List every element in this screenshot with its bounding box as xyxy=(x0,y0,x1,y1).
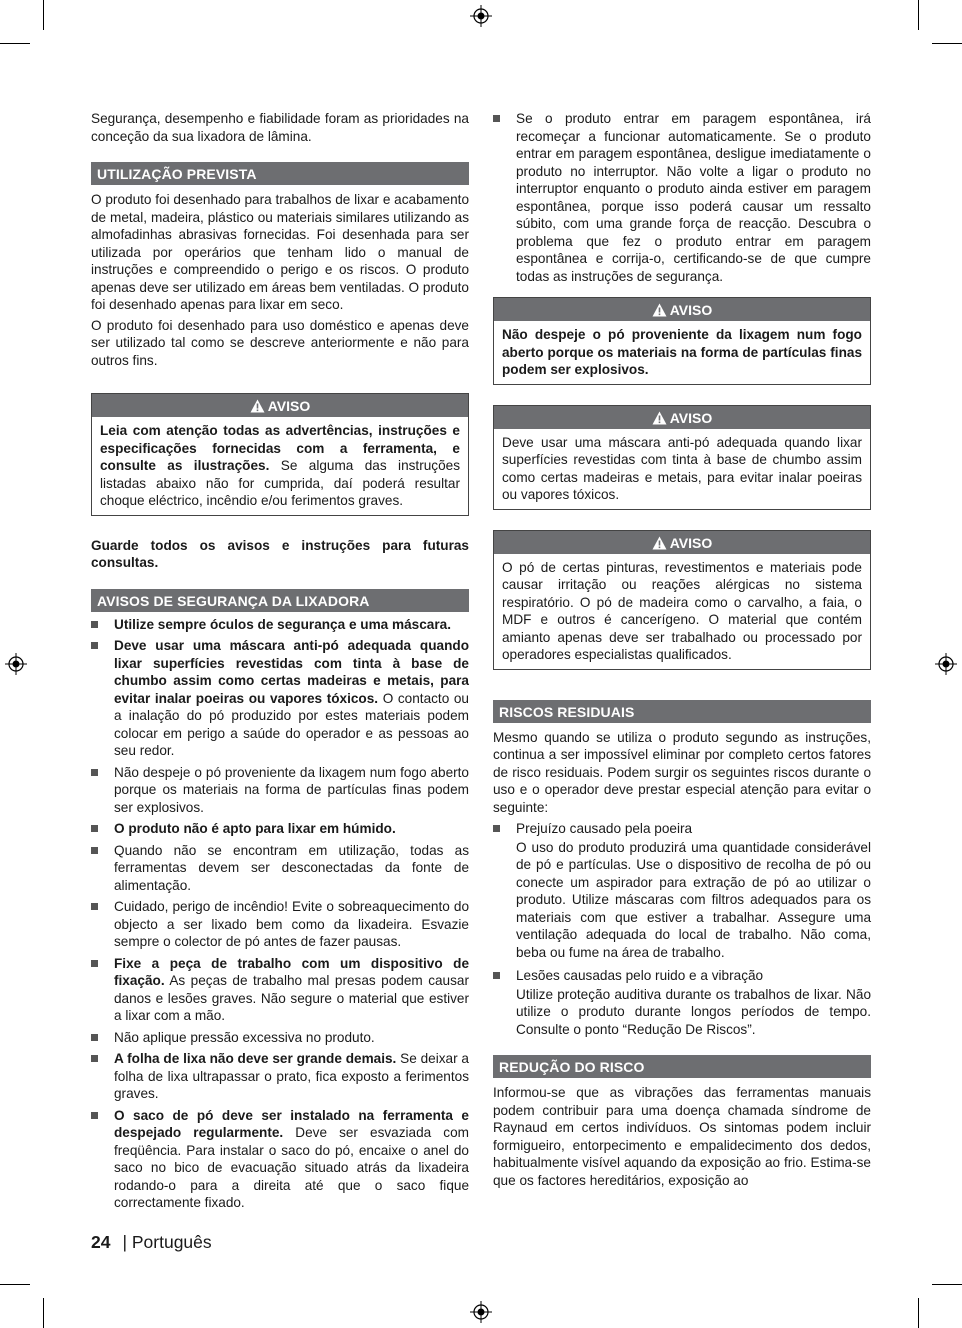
warning-title xyxy=(494,406,870,429)
list-item xyxy=(91,1050,469,1103)
list-item-bold-text: O produto não é apto para lixar em húmido. xyxy=(114,821,396,836)
list-item xyxy=(91,764,469,817)
warning-triangle-icon xyxy=(652,536,667,550)
list-item-text: As peças de trabalho mal presas podem causar danos e lesões graves. Não segure o material que estiver a lixar com a mão. xyxy=(114,973,469,1023)
stall-list xyxy=(493,110,871,285)
registration-mark-icon xyxy=(470,5,492,27)
list-item xyxy=(91,1107,469,1212)
warning-box-read-instructions xyxy=(91,393,469,516)
list-item-text: Cuidado, perigo de incêndio! Evite o sobreaquecimento do objecto a ser lixado bem como da lixadeira. Esvazie sempre o colector de pó antes de fazer pausas. xyxy=(114,899,469,949)
warning-box-dust-health xyxy=(493,530,871,670)
list-item-text: Não despeje o pó proveniente da lixagem num fogo aberto porque os materiais na forma de partículas finas podem ser explosivos. xyxy=(114,764,469,815)
registration-mark-icon xyxy=(5,653,27,675)
bullet-icon xyxy=(91,825,98,832)
keep-instructions-note: Guarde todos os avisos e instruções para futuras consultas. xyxy=(91,537,469,570)
warning-box-dust-fire xyxy=(493,297,871,385)
crop-mark xyxy=(918,1298,919,1328)
page-number: 24 xyxy=(91,1232,111,1252)
risk-title: Prejuízo causado pela poeira xyxy=(516,821,693,836)
bullet-icon xyxy=(91,1112,98,1119)
warning-title-label: AVISO xyxy=(669,409,713,426)
right-column xyxy=(493,110,871,1189)
list-item xyxy=(91,616,469,634)
list-item-text: Se o produto entrar em paragem espontânea, irá recomeçar a funcionar automaticamente. Se o produto entrar em paragem espontânea, desligue imediatamente o produto no interruptor. Não volte a ligar o produto no interruptor enquanto o produto ainda estiver em paragem espontânea, porque isso poderá causar um ressalto súbito, com uma grande força de reacção. Descubra o problema que fez o produto entrar em paragem espontânea e corrija-o, certificando-se de que cumpre todas as instruções de segurança. xyxy=(516,111,871,284)
warning-text: Se alguma das instruções listadas abaixo não for cumprida, daí poderá resultar choque eléctrico, incêndio e/ou ferimentos graves. xyxy=(100,458,460,508)
list-item xyxy=(91,820,469,838)
intro-text: Segurança, desempenho e fiabilidade foram as prioridades na conceção da sua lixadora de lâmina. xyxy=(91,111,469,144)
bullet-icon xyxy=(493,825,500,832)
bullet-icon xyxy=(493,972,500,979)
crop-mark xyxy=(0,43,30,44)
list-item-text: O contacto ou a inalação do pó produzido por estes materiais podem colocar em perigo a saúde do operador e as pessoas ao seu redor. xyxy=(114,690,469,758)
crop-mark xyxy=(43,0,44,30)
warning-body: O pó de certas pinturas, revestimentos e materiais pode causar irritação ou reações alérgicas no sistema respiratório. O pó de madeira como o carvalho, a faia, o MDF e outros é cancerígeno. O material que contém amianto apenas deve ser trabalhado ou processado por operadores especialistas qualificados. xyxy=(502,559,862,662)
warning-title-label: AVISO xyxy=(669,534,713,551)
list-item-bold-text: O saco de pó deve ser instalado na ferramenta e despejado regularmente. xyxy=(114,1107,469,1140)
bullet-icon xyxy=(91,903,98,910)
list-item xyxy=(91,955,469,1025)
risk-title: Lesões causadas pelo ruido e a vibração xyxy=(516,968,764,983)
bullet-icon xyxy=(493,115,500,122)
warning-box-dust-mask xyxy=(493,405,871,510)
section-header-risk-reduction: REDUÇÃO DO RISCO xyxy=(493,1055,871,1078)
list-item-text: Se deixar a folha de lixa ultrapassar o prato, fica exposto a ferimentos graves. xyxy=(114,1051,469,1101)
list-item xyxy=(493,967,871,1038)
warning-bold-text: Leia com atenção todas as advertências, instruções e especificações fornecidas com a ferramenta, e consulte as ilustrações. xyxy=(100,423,460,473)
crop-mark xyxy=(43,1298,44,1328)
section-header-sander-safety: AVISOS DE SEGURANÇA DA LIXADORA xyxy=(91,589,469,612)
bullet-icon xyxy=(91,847,98,854)
intended-use-paragraph-1: O produto foi desenhado para trabalhos de lixar e acabamento de metal, madeira, plástico ou materiais similares utilizando as almofadinhas abrasivas fornecidas. Foi desenhada para ser utilizada por operários que tenham lido o manual de instruções e compreendido o perigo e os riscos. O produto apenas deve ser utilizado em áreas bem ventiladas. O produto foi desenhado apenas para lixar em seco. xyxy=(91,192,469,312)
list-item-bold-text: Utilize sempre óculos de segurança e uma máscara. xyxy=(114,616,451,632)
warning-title xyxy=(92,394,468,417)
warning-triangle-icon xyxy=(652,411,667,425)
bullet-icon xyxy=(91,642,98,649)
list-item-text: Quando não se encontram em utilização, todas as ferramentas devem ser desconectadas da fonte de alimentação. xyxy=(114,842,469,893)
list-item-bold-text: Fixe a peça de trabalho com um dispositivo de fixação. xyxy=(114,955,469,988)
list-item xyxy=(493,820,871,961)
warning-triangle-icon xyxy=(250,399,265,413)
bullet-icon xyxy=(91,1034,98,1041)
crop-mark xyxy=(932,1284,962,1285)
residual-risks-paragraph: Mesmo quando se utiliza o produto segundo as instruções, continua a ser impossível eliminar por completo certos fatores de risco residuais. Podem surgir os seguintes riscos durante o uso e o operador deve prestar especial atenção para evitar o seguinte: xyxy=(493,729,871,815)
warning-body xyxy=(494,321,870,384)
bullet-icon xyxy=(91,960,98,967)
bullet-icon xyxy=(91,769,98,776)
list-item-bold-text: Deve usar uma máscara anti-pó adequada quando lixar superfícies revestidas com tinta à base de chumbo assim como certas madeiras e metais, para evitar inalar poeiras ou vapores tóxicos. xyxy=(114,638,469,706)
left-column xyxy=(91,110,469,1216)
bullet-icon xyxy=(91,621,98,628)
intended-use-paragraph-2: O produto foi desenhado para uso doméstico e apenas deve ser utilizado tal como se descreve anteriormente e não para outros fins. xyxy=(91,317,469,368)
crop-mark xyxy=(0,1284,30,1285)
list-item xyxy=(91,637,469,760)
warning-title xyxy=(494,531,870,554)
risk-text: O uso do produto produzirá uma quantidade considerável de pó e partículas. Use o dispositivo de recolha de pó ou conecte um aspirador para extração de pó ao utilizar o produto. Utilize máscaras com filtros adequados para os materiais com que estiver a trabalhar. Assegure uma ventilação adequada do local de trabalho. Não coma, beba ou fume na área de trabalho. xyxy=(516,839,871,960)
risk-text: Utilize proteção auditiva durante os trabalhos de lixar. Não utilize o produto durante longos períodos de tempo. Consulte o ponto “Redução De Riscos”. xyxy=(516,986,871,1037)
warning-body: Deve usar uma máscara anti-pó adequada quando lixar superfícies revestidas com tinta à base de chumbo assim como certas madeiras e metais, para evitar inalar poeiras ou vapores tóxicos. xyxy=(502,434,862,502)
warning-title-label: AVISO xyxy=(267,398,311,414)
warning-triangle-icon xyxy=(652,303,667,317)
crop-mark xyxy=(918,0,919,30)
list-item xyxy=(91,898,469,951)
warning-title xyxy=(494,298,870,321)
safety-list xyxy=(91,616,469,1212)
residual-risks-list xyxy=(493,820,871,1038)
footer-language: | Português xyxy=(122,1232,212,1252)
list-item-text: Não aplique pressão excessiva no produto. xyxy=(114,1029,375,1045)
list-item-text: Deve ser esvaziada com freqüência. Para instalar o saco do pó, encaixe o anel do saco no bico de evacuação situado atrás da lixadeira rodando-o para a direita até que o saco fique correctamente fixado. xyxy=(114,1125,469,1210)
warning-bold-text: Não despeje o pó proveniente da lixagem num fogo aberto porque os materiais na forma de partículas finas podem ser explosivos. xyxy=(502,327,862,377)
list-item xyxy=(91,1029,469,1047)
warning-body xyxy=(92,417,468,515)
list-item xyxy=(493,110,871,285)
registration-mark-icon xyxy=(470,1301,492,1323)
risk-reduction-paragraph: Informou-se que as vibrações das ferramentas manuais podem contribuir para uma doença chamada síndrome de Raynaud em certos indivíduos. Os sintomas podem incluir formigueiro, entorpecimento e empalidecimento dos dedos, habitualmente visível aquando da exposição ao frio. Estima-se que os factores hereditários, exposição ao xyxy=(493,1085,871,1188)
warning-title-label: AVISO xyxy=(669,302,713,318)
bullet-icon xyxy=(91,1055,98,1062)
section-header-residual-risks: RISCOS RESIDUAIS xyxy=(493,700,871,723)
list-item-bold-text: A folha de lixa não deve ser grande demais. xyxy=(114,1051,397,1066)
registration-mark-icon xyxy=(935,653,957,675)
crop-mark xyxy=(932,43,962,44)
page-footer xyxy=(91,1232,212,1253)
section-header-intended-use: UTILIZAÇÃO PREVISTA xyxy=(91,162,469,185)
list-item xyxy=(91,842,469,895)
